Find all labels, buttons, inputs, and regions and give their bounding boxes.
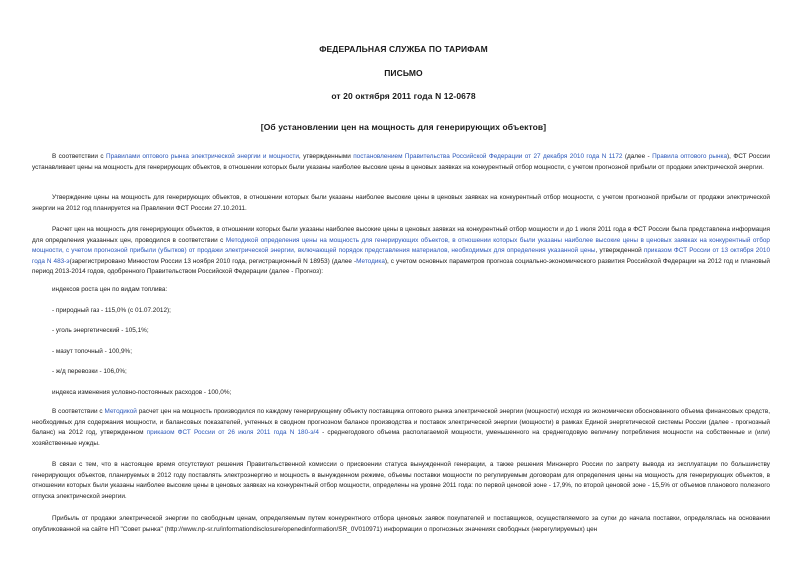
list-item-rail: - ж/д перевозки - 106,0%;	[52, 368, 127, 375]
text-span: расчет цен на мощность производился по каждому генерирующему объекту поставщика оптового рынка электрической энергии (мощности) исходя из экономически обоснованного объема финансовых средств, необходимых для содержания мощности, и балансовых показателей, учтенных в сводном прогнозном балансе производства и поставок электрической энергии (мощности) в рамках Единой энергетической системы России (далее - прогнозный баланс) на 2012 год, утвержденном	[32, 408, 771, 437]
text-span: - среднегодового объема располагаемой мощности, уменьшенного на среднегодовую величину потребления мощности на собственные и (или) хозяйственные нужды.	[32, 429, 771, 447]
list-item-natural-gas: - природный газ - 115,0% (с 01.07.2012);	[52, 307, 171, 314]
text-span: , утвержденными	[298, 153, 354, 160]
text-span: Расчет цен на мощность для генерирующих объектов, в отношении которых были указаны наиболее высокие цены в ценовых заявках на конкурентный отбор мощности и до 1 июля 2011 года в ФСТ России была представлена информация для определения указанных цен, проводился в соответствии с	[32, 226, 770, 244]
link-methodology-full[interactable]: Методикой определения цены на мощность для генерирующих объектов, в отношении которых были указаны наиболее высокие цены в ценовых заявках на конкурентный отбор мощности, с учетом прогнозной прибыли (убытков) от продажи электрической энергии, включающей порядок представления материалов, необходимых для определения указанной цены	[32, 236, 770, 255]
link-methodology-short[interactable]: Методика	[356, 257, 385, 265]
link-market-rules-short[interactable]: Правила оптового рынка	[652, 153, 728, 160]
paragraph-approval-date: Утверждение цены на мощность для генерирующих объектов, в отношении которых были указаны наиболее высокие цены в ценовых заявках на конкурентный отбор мощности, с учетом прогнозной прибыли от продажи электрической энергии на 2012 год планируется на Правлении ФСТ России 27.10.2011.	[32, 194, 770, 212]
text-span: ), с учетом основных параметров прогноза социально-экономического развития Российской Федерации на 2012 год и плановый период 2013-2014 годов, одобренного Правительством Российской Федерации (далее - Прогноз):	[32, 257, 770, 276]
list-item-fuel-indexes: индексов роста цен по видам топлива:	[52, 286, 168, 293]
text-span: ), ФСТ России устанавливает цены на мощность для генерирующих объектов, в отношении которых были указаны наиболее высокие цены в ценовых заявках на конкурентный отбор мощности, с учетом прогнозной прибыли от продажи электрической энергии.	[32, 153, 770, 171]
link-methodology[interactable]: Методикой	[104, 408, 137, 415]
link-order-180e4[interactable]: приказом ФСТ России от 26 июля 2011 года N 180-э/4	[146, 429, 319, 437]
paragraph-free-prices: Прибыль от продажи электрической энергии по свободным ценам, определяемым путем конкурентного отбора ценовых заявок покупателей и поставщиков, осуществляемого за сутки до начала поставки, определялась на основании опубликованной на сайте НП "Совет рынка" (http://www.np-sr.ru/informationdisclosure/openedinformation/SR_0V010971) информации о прогнозных значениях свободных (нерегулируемых) цен	[32, 515, 770, 533]
agency-title: ФЕДЕРАЛЬНАЯ СЛУЖБА ПО ТАРИФАМ	[319, 44, 488, 54]
text-span: , утвержденной	[595, 247, 644, 255]
paragraph-methodology-calc	[32, 407, 770, 449]
text-span: (далее -	[622, 153, 653, 160]
text-span: (зарегистрировано Минюстом России 13 ноября 2010 года, регистрационный N 18953) (далее -	[69, 257, 357, 265]
link-wholesale-market-rules[interactable]: Правилами оптового рынка электрической энергии и мощности	[106, 153, 299, 160]
list-item-coal: - уголь энергетический - 105,1%;	[52, 327, 149, 334]
document-subject: [Об установлении цен на мощность для генерирующих объектов]	[260, 122, 547, 132]
link-government-decree-1172[interactable]: постановлением Правительства Российской Федерации от 27 декабря 2010 года N 1172	[353, 153, 623, 160]
document-type: ПИСЬМО	[384, 68, 423, 78]
list-item-fuel-oil: - мазут топочный - 100,9%;	[52, 348, 132, 355]
list-item-fixed-costs: индекса изменения условно-постоянных расходов - 100,0%;	[52, 389, 232, 396]
document-date-number: от 20 октября 2011 года N 12-0678	[331, 91, 476, 101]
paragraph-legal-basis	[32, 152, 770, 173]
text-span: В соответствии с	[52, 153, 107, 160]
text-span: В соответствии с	[52, 408, 105, 415]
paragraph-forced-generation: В связи с тем, что в настоящее время отсутствуют решения Правительственной комиссии о присвоении статуса вынужденной генерации, а также решения Минэнерго России по запрету вывода из эксплуатации по большинству генерирующих объектов, планируемых в 2012 году поставлять электроэнергию и мощность в вынужденном режиме, объемы поставки мощности по регулируемым договорам для определения цены на мощность для генерирующих объектов, в отношении которых были указаны наиболее высокие цены в ценовых заявках на конкурентный отбор мощности, определены на уровне 2011 года: по первой ценовой зоне - 17,9%, по второй ценовой зоне - 15,5% от объемов планового полезного отпуска электрической энергии.	[32, 461, 770, 500]
paragraph-calculation	[32, 225, 770, 278]
link-order-483e[interactable]: приказом ФСТ России от 13 октября 2010 года N 483-э	[32, 247, 771, 265]
